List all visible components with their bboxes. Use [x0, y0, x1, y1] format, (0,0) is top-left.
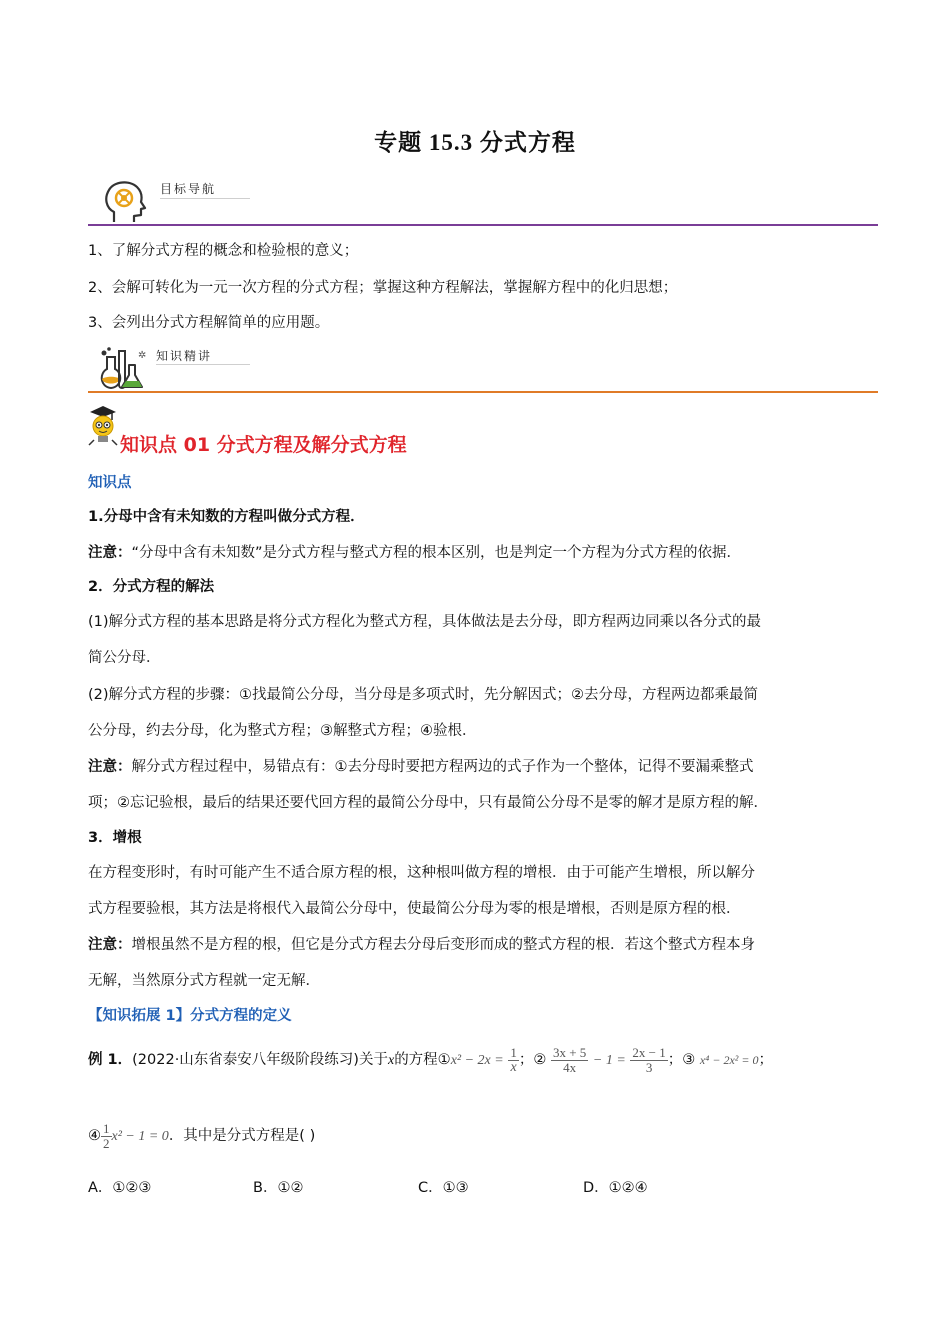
- equation-4-rest: x² − 1 = 0: [111, 1129, 169, 1144]
- note-1-text: “分母中含有未知数”是分式方程与整式方程的根本区别，也是判定一个方程为分式方程的依据．: [131, 545, 742, 561]
- item-1: [88, 507, 365, 527]
- example-mid-text: 的方程①: [394, 1052, 451, 1068]
- example-1-line-1: [88, 1040, 773, 1081]
- knowledge-label-underline: [156, 364, 250, 365]
- item-3-heading: 3．增根: [88, 830, 142, 846]
- brain-icon: [100, 178, 150, 224]
- equation-2-numerator-right: 2x − 1: [632, 1044, 666, 1060]
- knowledge-divider: [88, 391, 878, 393]
- note-label: 注意：: [88, 759, 132, 775]
- separator-3: ；: [758, 1052, 773, 1068]
- example-variable: x: [387, 1053, 395, 1068]
- item-3-line-2: 式方程要验根，其方法是将根代入最简公分母中，使最简公分母为零的根是增根，否则是原方程的根．: [88, 901, 741, 917]
- equation-2-middle: − 1 =: [592, 1053, 626, 1068]
- option-d: D．①②④: [583, 1180, 648, 1196]
- equation-1-left: x² − 2x =: [450, 1053, 504, 1068]
- note-2-line-1: [88, 757, 754, 777]
- note-3-text: 增根虽然不是方程的根，但它是分式方程去分母后变形而成的整式方程的根．若这个整式方程本身: [131, 937, 755, 953]
- note-3-line-2: 无解，当然原分式方程就一定无解．: [88, 973, 320, 989]
- separator-2: ；③: [667, 1052, 696, 1068]
- separator-1: ；②: [518, 1052, 547, 1068]
- equation-4-numerator: 1: [103, 1120, 110, 1136]
- lightbulb-mascot-icon: [86, 404, 120, 448]
- equation-1-denominator: x: [510, 1059, 517, 1075]
- item-2-para-1-line-2: 简公分母．: [88, 650, 161, 666]
- equation-1-fraction: [508, 1046, 519, 1075]
- example-source: (2022·山东省泰安八年级阶段练习)关于: [132, 1052, 388, 1068]
- objective-2: 2、会解可转化为一元一次方程的分式方程；掌握这种方程解法，掌握解方程中的化归思想；: [88, 280, 678, 296]
- equation-2-numerator-left: 3x + 5: [552, 1044, 587, 1060]
- equation-4-denominator: 2: [103, 1135, 110, 1151]
- example-question: ．其中是分式方程是( ): [168, 1128, 316, 1144]
- knowledge-point-subtitle: 知识点: [88, 475, 132, 491]
- equation-3: x⁴ − 2x² = 0: [699, 1053, 759, 1067]
- note-3-line-1: [88, 935, 755, 955]
- objective-1: 1、了解分式方程的概念和检验根的意义；: [88, 243, 359, 259]
- option-a: A．①②③: [88, 1180, 152, 1196]
- option-c: C．①③: [418, 1180, 469, 1196]
- gear-icon: ✲: [138, 350, 147, 361]
- example-label: 例 1．: [88, 1052, 133, 1068]
- objective-3: 3、会列出分式方程解简单的应用题。: [88, 315, 330, 331]
- equation-2-denominator-left: 4x: [563, 1059, 577, 1075]
- note-label: 注意：: [88, 937, 132, 953]
- extension-title: 【知识拓展 1】分式方程的定义: [88, 1008, 292, 1024]
- equation-2-denominator-right: 3: [645, 1059, 653, 1075]
- equation-4-fraction: [101, 1122, 112, 1151]
- knowledge-label: 知识精讲: [156, 349, 213, 363]
- nav-label: 目标导航: [160, 182, 217, 196]
- item-3-line-1: 在方程变形时，有时可能产生不适合原方程的根，这种根叫做方程的增根．由于可能产生增根，所以解分: [88, 865, 755, 881]
- item-2-para-2-line-1: (2)解分式方程的步骤：①找最简公分母，当分母是多项式时，先分解因式；②去分母，方程两边都乘最简: [88, 687, 759, 703]
- option-b: B．①②: [253, 1180, 304, 1196]
- item-1-text: 1.分母中含有未知数的方程叫做分式方程．: [88, 509, 365, 525]
- equation-1-numerator: 1: [510, 1044, 517, 1060]
- item-2-para-2-line-2: 公分母，约去分母，化为整式方程；③解整式方程；④验根．: [88, 723, 477, 739]
- page-title: 专题 15.3 分式方程: [374, 130, 576, 155]
- example-1-line-2: [88, 1116, 315, 1157]
- item-2-para-1-line-1: (1)解分式方程的基本思路是将分式方程化为整式方程，具体做法是去分母，即方程两边同乘以各分式的最: [88, 614, 762, 630]
- equation-2-fraction-left: [551, 1046, 588, 1075]
- note-label: 注意：: [88, 545, 132, 561]
- nav-label-underline: [160, 198, 250, 199]
- equation-2-fraction-right: [630, 1046, 667, 1075]
- equation-4-prefix: ④: [88, 1128, 101, 1144]
- note-2-text: 解分式方程过程中，易错点有：①去分母时要把方程两边的式子作为一个整体，记得不要漏乘整式: [131, 759, 754, 775]
- knowledge-point-title: 知识点 01 分式方程及解分式方程: [120, 434, 407, 456]
- nav-divider: [88, 224, 878, 226]
- note-1: [88, 543, 741, 563]
- item-2-heading: 2．分式方程的解法: [88, 579, 215, 595]
- note-2-line-2: 项；②忘记验根，最后的结果还要代回方程的最简公分母中，只有最简公分母不是零的解才是原方程的解．: [88, 795, 768, 811]
